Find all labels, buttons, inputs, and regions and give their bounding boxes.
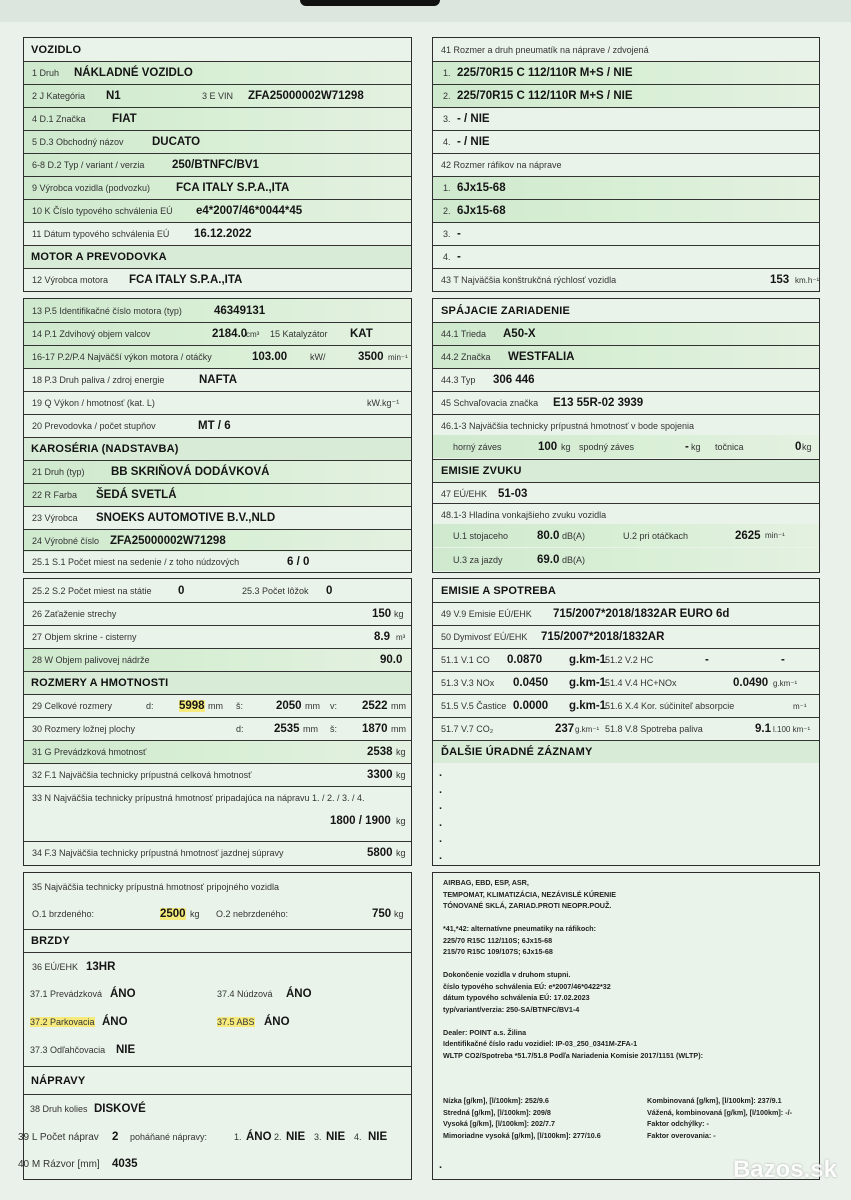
- naprava-2-label: 2.: [274, 1132, 282, 1142]
- rafik-1-num: 1.: [443, 183, 451, 193]
- wltp-left-line: Nízka [g/km], [l/100km]: 252/9.6: [443, 1096, 549, 1105]
- pneu-3-num: 3.: [443, 114, 451, 124]
- spajacie-title: SPÁJACIE ZARIADENIE: [441, 304, 571, 317]
- note-line: WLTP CO2/Spotreba *51.7/51.8 Podľa Nariadenia Komisie 2017/1151 (WLTP):: [443, 1050, 704, 1060]
- brzdeneho-value: 2500: [160, 907, 186, 920]
- vykon-label: 16-17 P.2/P.4 Najväčší výkon motora / otáčky: [32, 352, 212, 362]
- stojaceho-value: 80.0: [537, 529, 560, 542]
- pocet-naprav-label: 39 L Počet náprav: [18, 1131, 99, 1143]
- naprava-1-label: 1.: [234, 1132, 242, 1142]
- za-jazdy-value: 69.0: [537, 553, 560, 566]
- nebrzdeneho-value: 750: [372, 907, 392, 920]
- lozna-dlzka-label: d:: [236, 724, 244, 734]
- wltp-right-line: Faktor overovania: -: [647, 1130, 716, 1140]
- note-line: [443, 1015, 813, 1027]
- poznamky-dot: .: [439, 1159, 443, 1171]
- nox-label: 51.3 V.3 NOx: [441, 678, 495, 688]
- spajacie-section: [432, 298, 820, 573]
- datum-schvalenia-label: 11 Dátum typového schválenia EÚ: [32, 229, 170, 239]
- horny-zaves-unit: kg: [561, 441, 571, 452]
- druh-kolies-label: 38 Druh kolies: [30, 1103, 88, 1114]
- brzdeneho-label: O.1 brzdeného:: [32, 908, 95, 919]
- pneumatiky-section: [432, 37, 820, 292]
- naprava-2-value: NIE: [286, 1131, 306, 1143]
- hmotnost-spojenia-label: 46.1-3 Najväčšia technicky prípustná hmotnosť v bode spojenia: [441, 421, 695, 431]
- spodny-zaves-label: spodný záves: [579, 441, 635, 452]
- tocnica-label: točnica: [715, 441, 744, 452]
- hmotnost-supravy-label: 34 F.3 Najväčšia technicky prípustná hmotnosť jazdnej súpravy: [32, 848, 284, 858]
- max-rychlost-label: 43 T Najväčšia konštrukčná rýchlosť vozidla: [441, 275, 617, 285]
- naprava-1-value: ÁNO: [246, 1131, 272, 1143]
- trieda-value: A50-X: [503, 328, 536, 340]
- schval-znacka-label: 45 Schvaľovacia značka: [441, 398, 539, 408]
- objem-skrine-value: 8.9: [374, 631, 390, 643]
- rafiky-label: 42 Rozmer ráfikov na náprave: [441, 160, 562, 170]
- vyrobca-motora-label: 12 Výrobca motora: [32, 275, 109, 285]
- rafik-2-num: 2.: [443, 206, 451, 216]
- abs-value: ÁNO: [264, 1016, 290, 1028]
- spotreba-unit: l.100 km⁻¹: [773, 724, 811, 734]
- miesta-statie-value: 0: [178, 584, 185, 597]
- lozna-sirka-value: 1870: [362, 723, 388, 735]
- kategoria-label: 2 J Kategória: [32, 91, 86, 101]
- parkovacia-label: 37.2 Parkovacia: [30, 1017, 95, 1027]
- dlzka-label: d:: [146, 701, 154, 711]
- horny-zaves-label: horný záves: [453, 441, 502, 452]
- zatazenie-strechy-unit: kg: [394, 609, 404, 619]
- lozna-sirka-unit: mm: [391, 724, 406, 734]
- pohanane-label: poháňané nápravy:: [130, 1132, 208, 1142]
- farba-value: ŠEDÁ SVETLÁ: [96, 489, 177, 501]
- obchodny-nazov-value: DUCATO: [152, 136, 201, 148]
- pneu-3-value: - / NIE: [457, 113, 490, 125]
- zatazenie-strechy-value: 150: [372, 608, 392, 620]
- hc-nox-value: 0.0490: [733, 677, 769, 689]
- wltp-left-line: Mimoriadne vysoká [g/km], [l/100km]: 277/10.6: [443, 1130, 601, 1140]
- rafik-4-num: 4.: [443, 252, 451, 262]
- pneu-1-value: 225/70R15 C 112/110R M+S / NIE: [457, 67, 633, 79]
- eu-ehk-zvuk-value: 51-03: [498, 488, 528, 500]
- bazos-watermark: Bazos.sk: [732, 1156, 837, 1183]
- lozna-dlzka-unit: mm: [303, 724, 318, 734]
- rafik-3-value: -: [457, 228, 461, 240]
- emisie-zvuku-title: EMISIE ZVUKU: [441, 465, 522, 477]
- dymivost-value: 715/2007*2018/1832AR: [541, 631, 665, 643]
- emisie-eu-label: 49 V.9 Emisie EÚ/EHK: [441, 609, 532, 619]
- vyrobca-vozidla-value: FCA ITALY S.P.A.,ITA: [176, 182, 290, 194]
- vyrobca-karoserie-value: SNOEKS AUTOMOTIVE B.V.,NLD: [96, 512, 276, 524]
- znacka-spaj-label: 44.2 Značka: [441, 352, 491, 362]
- odlahcovacia-label: 37.3 Odľahčovacia: [30, 1045, 106, 1055]
- schval-znacka-value: E13 55R-02 3939: [553, 397, 644, 409]
- emisie-title: EMISIE A SPOTREBA: [441, 584, 557, 597]
- eu-ehk-zvuk-label: 47 EÚ/EHK: [441, 489, 488, 499]
- brzdy-eu-value: 13HR: [86, 960, 116, 973]
- scan-top-edge: [0, 0, 851, 22]
- note-line: [443, 912, 813, 924]
- pocet-naprav-value: 2: [112, 1131, 119, 1143]
- typ-value: 250/BTNFC/BV1: [172, 159, 259, 171]
- brzdeneho-unit: kg: [190, 908, 200, 919]
- note-line: *41,*42: alternatívne pneumatiky na ráfikoch:: [443, 924, 596, 933]
- dlzka-unit: mm: [208, 701, 223, 711]
- typove-schvalenie-label: 10 K Číslo typového schválenia EÚ: [32, 206, 173, 216]
- palivo-label: 18 P.3 Druh paliva / zdroj energie: [32, 375, 165, 385]
- objem-skrine-unit: m³: [396, 632, 406, 642]
- castice-label: 51.5 V.5 Častice: [441, 701, 507, 711]
- note-line: 215/70 R15C 109/107S; 6Jx15-68: [443, 947, 553, 956]
- wltp-left: [443, 1095, 643, 1141]
- nox-value: 0.0450: [513, 677, 549, 689]
- naprava-4-value: NIE: [368, 1131, 388, 1143]
- objem-nadrze-label: 28 W Objem palivovej nádrže: [32, 655, 150, 665]
- note-line: AIRBAG, EBD, ESP, ASR,: [443, 878, 529, 887]
- zatazenie-strechy-label: 26 Zaťaženie strechy: [32, 609, 117, 619]
- vin-label: 3 E VIN: [202, 91, 234, 101]
- hmotnost-naprava-label: 33 N Najväčšia technicky prípustná hmotnosť pripadajúca na nápravu 1. / 2. / 3. / 4.: [32, 793, 365, 803]
- pocet-miest-label: 25.1 S.1 Počet miest na sedenie / z toho núdzových: [32, 557, 240, 567]
- pocet-miest-value: 6 / 0: [287, 556, 310, 568]
- lozna-dlzka-value: 2535: [274, 723, 300, 735]
- sirka-label: š:: [236, 701, 244, 711]
- prevadzkova-value: ÁNO: [110, 988, 136, 1000]
- cislo-motora-value: 46349131: [214, 304, 266, 317]
- note-line: Identifikačné číslo radu vozidiel: IP-03_250_0341M-ZFA-1: [443, 1039, 638, 1048]
- wltp-right: [647, 1095, 817, 1141]
- vyrobne-cislo-label: 24 Výrobné číslo: [32, 536, 100, 546]
- brzdy-title: BRZDY: [31, 935, 70, 947]
- hmotnost-supravy-value: 5800: [367, 847, 393, 859]
- lozna-sirka-label: š:: [330, 724, 338, 734]
- motor-prevodovka-title: MOTOR A PREVODOVKA: [31, 251, 167, 263]
- emisie-section: [432, 578, 820, 866]
- co2-unit: g.km⁻¹: [575, 724, 600, 734]
- dlzka-value: 5998: [179, 700, 205, 712]
- trieda-label: 44.1 Trieda: [441, 329, 487, 339]
- miesta-statie-label: 25.2 S.2 Počet miest na státie: [32, 585, 152, 596]
- nox-unit: g.km-1: [569, 677, 607, 689]
- abs-label: 37.5 ABS: [217, 1017, 255, 1027]
- vykon-hmotnost-label: 19 Q Výkon / hmotnosť (kat. L): [32, 398, 155, 408]
- castice-value: 0.0000: [513, 700, 549, 712]
- parkovacia-value: ÁNO: [102, 1016, 128, 1028]
- katalyzator-label: 15 Katalyzátor: [270, 329, 328, 339]
- note-line: Dealer: POINT a.s. Žilina: [443, 1027, 527, 1037]
- druh-karoserie-label: 21 Druh (typ): [32, 467, 85, 477]
- celkova-hmotnost-label: 32 F.1 Najväčšia technicky prípustná celková hmotnosť: [32, 770, 252, 780]
- hc-nox-unit: g.km⁻¹: [773, 678, 798, 688]
- vykon-unit: kW/: [310, 352, 326, 362]
- prevodovka-label: 20 Prevodovka / počet stupňov: [32, 421, 156, 431]
- note-line: Dokončenie vozidla v druhom stupni.: [443, 970, 571, 979]
- stojaceho-label: U.1 stojaceho: [453, 530, 509, 541]
- pneumatiky-label: 41 Rozmer a druh pneumatík na náprave / zdvojená: [441, 44, 649, 55]
- hladina-zvuku-label: 48.1-3 Hladina vonkajšieho zvuku vozidla: [441, 510, 607, 520]
- katalyzator-value: KAT: [350, 328, 373, 340]
- vyrobne-cislo-value: ZFA25000002W71298: [110, 535, 226, 547]
- celkova-hmotnost-unit: kg: [396, 770, 406, 780]
- pneu-2-num: 2.: [443, 91, 451, 101]
- nudzova-label: 37.4 Núdzová: [217, 989, 273, 999]
- vyrobca-karoserie-label: 23 Výrobca: [32, 513, 78, 523]
- note-line: 225/70 R15C 112/110S; 6Jx15-68: [443, 935, 553, 945]
- cislo-motora-label: 13 P.5 Identifikačné číslo motora (typ): [32, 305, 182, 316]
- dymivost-label: 50 Dymivosť EÚ/EHK: [441, 632, 528, 642]
- objem-nadrze-value: 90.0: [380, 654, 403, 666]
- vyska-value: 2522: [362, 700, 388, 712]
- pri-otackach-value: 2625: [735, 529, 761, 542]
- poznamky-section: [432, 872, 820, 1180]
- dalsie-zaznamy-title: ĎALŠIE ÚRADNÉ ZÁZNAMY: [441, 746, 593, 758]
- vin-value: ZFA25000002W71298: [248, 90, 364, 102]
- brzdy-napravy-section: [18, 872, 412, 1180]
- naprava-3-value: NIE: [326, 1131, 346, 1143]
- nebrzdeneho-unit: kg: [394, 908, 404, 919]
- prevadzkova-hmotnost-unit: kg: [396, 747, 406, 757]
- tocnica-unit: kg: [802, 441, 812, 452]
- note-line: [443, 958, 813, 970]
- karoseria-title: KAROSÉRIA (NADSTAVBA): [31, 443, 179, 455]
- druh-karoserie-value: BB SKRIŇOVÁ DODÁVKOVÁ: [111, 466, 270, 478]
- castice-unit: g.km-1: [569, 700, 607, 712]
- poznamky-text: [443, 877, 813, 1061]
- otacky-value: 3500: [358, 351, 384, 363]
- rozmery-section: [23, 578, 412, 866]
- pripojne-vozidlo-label: 35 Najväčšia technicky prípustná hmotnosť pripojného vozidla: [32, 881, 280, 892]
- vyrobca-vozidla-label: 9 Výrobca vozidla (podvozku): [32, 183, 151, 193]
- hc-nox-label: 51.4 V.4 HC+NOx: [605, 678, 677, 688]
- lozka-label: 25.3 Počet lôžok: [242, 585, 309, 596]
- prevadzkova-label: 37.1 Prevádzková: [30, 989, 103, 999]
- prevadzkova-hmotnost-value: 2538: [367, 746, 393, 758]
- odlahcovacia-value: NIE: [116, 1044, 136, 1056]
- vyska-unit: mm: [391, 701, 406, 711]
- hc-label: 51.2 V.2 HC: [605, 655, 654, 665]
- note-line: TEMPOMAT, KLIMATIZÁCIA, NEZÁVISLÉ KÚRENIE: [443, 889, 617, 899]
- vykon-value: 103.00: [252, 351, 288, 363]
- co-unit: g.km-1: [569, 654, 607, 666]
- palivo-value: NAFTA: [199, 374, 238, 386]
- kategoria-value: N1: [106, 90, 121, 102]
- farba-label: 22 R Farba: [32, 490, 78, 500]
- brzdy-eu-label: 36 EÚ/EHK: [32, 961, 79, 972]
- max-rychlost-unit: km.h⁻¹: [795, 275, 820, 285]
- stojaceho-unit: dB(A): [562, 530, 586, 541]
- max-rychlost-value: 153: [770, 274, 790, 286]
- absorpcia-label: 51.6 X.4 Kor. súčiniteľ absorpcie: [605, 701, 735, 711]
- typ-spaj-value: 306 446: [493, 374, 535, 386]
- lozna-plocha-label: 30 Rozmery ložnej plochy: [32, 724, 136, 734]
- rafik-3-num: 3.: [443, 229, 451, 239]
- spodny-zaves-value: -: [685, 440, 689, 453]
- dalsie-zaznamy-dots: . . . . . .: [439, 767, 443, 862]
- hmotnost-supravy-unit: kg: [396, 848, 406, 858]
- razvor-value: 4035: [112, 1158, 138, 1170]
- vozidlo-title: VOZIDLO: [31, 43, 82, 56]
- znacka-value: FIAT: [112, 113, 137, 125]
- sirka-value: 2050: [276, 700, 302, 712]
- sirka-unit: mm: [305, 701, 320, 711]
- absorpcia-unit: m⁻¹: [793, 701, 807, 711]
- obchodny-nazov-label: 5 D.3 Obchodný názov: [32, 137, 124, 147]
- pneu-2-value: 225/70R15 C 112/110R M+S / NIE: [457, 90, 633, 102]
- co2-value: 237: [555, 723, 575, 735]
- druh-label: 1 Druh: [32, 68, 60, 78]
- za-jazdy-label: U.3 za jazdy: [453, 554, 503, 565]
- note-line: dátum typového schválenia EÚ: 17.02.2023: [443, 993, 590, 1002]
- objem-label: 14 P.1 Zdvihový objem valcov: [32, 329, 151, 339]
- naprava-3-label: 3.: [314, 1132, 322, 1142]
- rafik-2-value: 6Jx15-68: [457, 205, 506, 217]
- tocnica-value: 0: [795, 440, 802, 453]
- celkove-rozmery-label: 29 Celkové rozmery: [32, 701, 113, 711]
- wltp-right-line: Faktor odchýlky: -: [647, 1119, 709, 1128]
- nebrzdeneho-label: O.2 nebrzdeného:: [216, 908, 289, 919]
- napravy-title: NÁPRAVY: [31, 1074, 86, 1087]
- hmotnost-naprava-unit: kg: [396, 815, 406, 826]
- pneu-4-value: - / NIE: [457, 136, 490, 148]
- hc-unit: -: [781, 654, 785, 666]
- znacka-spaj-value: WESTFALIA: [508, 351, 575, 363]
- celkova-hmotnost-value: 3300: [367, 769, 393, 781]
- objem-unit: cm³: [246, 329, 260, 339]
- motor-karoseria-section: [23, 298, 412, 573]
- hmotnost-naprava-value: 1800 / 1900: [330, 814, 391, 827]
- vyrobca-motora-value: FCA ITALY S.P.A.,ITA: [129, 274, 243, 286]
- wltp-right-line: Kombinovaná [g/km], [l/100km]: 237/9.1: [647, 1096, 782, 1105]
- pneu-4-num: 4.: [443, 137, 451, 147]
- vyska-label: v:: [330, 701, 338, 711]
- spotreba-label: 51.8 V.8 Spotreba paliva: [605, 724, 703, 734]
- rozmery-title: ROZMERY A HMOTNOSTI: [31, 677, 169, 689]
- wltp-left-line: Stredná [g/km], [l/100km]: 209/8: [443, 1107, 551, 1117]
- spotreba-value: 9.1: [755, 723, 771, 735]
- note-line: TÓNOVANÉ SKLÁ, ZARIAD.PROTI NEOPR.POUŽ.: [443, 901, 612, 910]
- co-value: 0.0870: [507, 654, 543, 666]
- co2-label: 51.7 V.7 CO₂: [441, 724, 494, 734]
- znacka-label: 4 D.1 Značka: [32, 114, 86, 124]
- prevodovka-value: MT / 6: [198, 420, 231, 432]
- vozidlo-section: [23, 37, 412, 292]
- pneu-1-num: 1.: [443, 68, 451, 78]
- wltp-left-line: Vysoká [g/km], [l/100km]: 202/7.7: [443, 1119, 555, 1128]
- otacky-unit: min⁻¹: [388, 352, 408, 362]
- lozka-value: 0: [326, 584, 333, 597]
- objem-skrine-label: 27 Objem skrine - cisterny: [32, 632, 137, 642]
- vykon-hmotnost-unit: kW.kg⁻¹: [367, 397, 400, 408]
- prevadzkova-hmotnost-label: 31 G Prevádzková hmotnosť: [32, 747, 147, 757]
- emisie-eu-value: 715/2007*2018/1832AR EURO 6d: [553, 608, 730, 620]
- spodny-zaves-unit: kg: [691, 441, 701, 452]
- typ-spaj-label: 44.3 Typ: [441, 375, 476, 385]
- note-line: číslo typového schválenia EÚ: e*2007/46*0422*32: [443, 981, 611, 991]
- druh-value: NÁKLADNÉ VOZIDLO: [74, 67, 193, 79]
- note-line: typ/variant/verzia: 250-SA/BTNFC/BV1-4: [443, 1004, 580, 1014]
- datum-schvalenia-value: 16.12.2022: [194, 228, 252, 240]
- druh-kolies-value: DISKOVÉ: [94, 1102, 146, 1115]
- nudzova-value: ÁNO: [286, 988, 312, 1000]
- razvor-label: 40 M Rázvor [mm]: [18, 1158, 100, 1170]
- pri-otackach-unit: min⁻¹: [765, 531, 785, 540]
- typove-schvalenie-value: e4*2007/46*0044*45: [196, 205, 303, 217]
- typ-label: 6-8 D.2 Typ / variant / verzia: [32, 160, 145, 170]
- objem-value: 2184.0: [212, 328, 248, 340]
- naprava-4-label: 4.: [354, 1132, 362, 1142]
- rafik-4-value: -: [457, 251, 461, 263]
- rafik-1-value: 6Jx15-68: [457, 182, 506, 194]
- za-jazdy-unit: dB(A): [562, 554, 586, 565]
- co-label: 51.1 V.1 CO: [441, 655, 490, 665]
- hc-value: -: [705, 654, 709, 666]
- wltp-right-line: Vážená, kombinovaná [g/km], [l/100km]: -/-: [647, 1107, 792, 1117]
- pri-otackach-label: U.2 pri otáčkach: [623, 530, 689, 541]
- horny-zaves-value: 100: [538, 440, 558, 453]
